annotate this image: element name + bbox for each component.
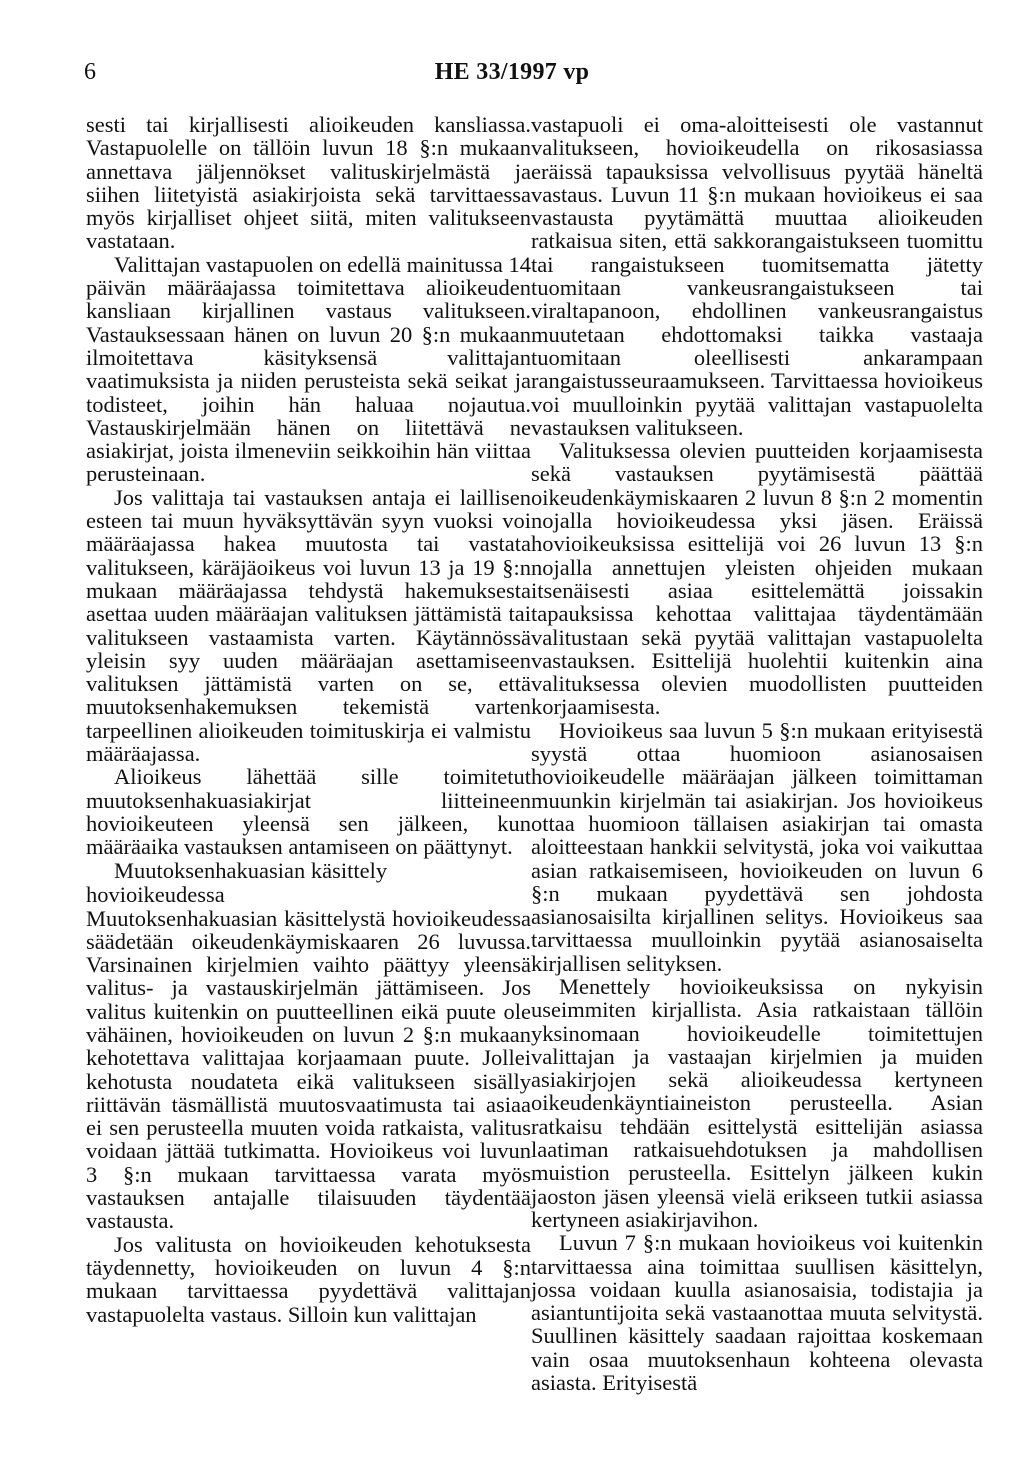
right-column bbox=[531, 113, 983, 1394]
section-heading: Muutoksenhakuasian käsittely hovioikeudessa bbox=[86, 857, 388, 907]
paragraph: Valittajan vastapuolen on edellä mainitussa 14 päivän määräajassa toimitettava alioikeuden kansliaan kirjallinen vastaus valitukseen. Vastauksessaan hänen on luvun 20 §:n mukaan ilmoitettava käsityksensä valittajan vaatimuksista ja niiden perusteista sekä seikat ja todisteet, joihin hän haluaa nojautua. Vastauskirjelmään hänen on liitettävä ne asiakirjat, joista ilmeneviin seikkoihin hän viittaa perusteinaan. bbox=[86, 251, 531, 487]
paragraph: Valituksessa olevien puutteiden korjaamisesta sekä vastauksen pyytämisestä päättää oikeudenkäymiskaaren 2 luvun 8 §:n 2 momentin nojalla hovioikeudessa yksi jäsen. Eräissä hovioikeuksissa esittelijä voi 26 luvun 13 §:n nojalla annettujen yleisten ohjeiden mukaan itsenäisesti asiaa esittelemättä joissakin tapauksissa kehottaa valittajaa täydentämään valitustaan sekä pyytää valittajan vastapuolelta vastauksen. Esittelijä huolehtii kuitenkin aina valituksessa olevien muodollisten puutteiden korjaamisesta. bbox=[531, 438, 983, 720]
paragraph: Menettely hovioikeuksissa on nykyisin useimmiten kirjallista. Asia ratkaistaan tällöin yksinomaan hovioikeudelle toimitettujen valittajan ja vastaajan kirjelmien ja muiden asiakirjojen sekä alioikeudessa kertyneen oikeudenkäyntiaineiston perusteella. Asian ratkaisu tehdään esittelystä esittelijän asiassa laatiman ratkaisuehdotuksen ja mahdollisen muistion perusteella. Esittelyn jälkeen kukin jaoston jäsen yleensä vielä erikseen tutkii asiassa kertyneen asiakirjavihon. bbox=[531, 973, 983, 1232]
paragraph: Hovioikeus saa luvun 5 §:n mukaan erityisestä syystä ottaa huomioon asianosaisen hovioikeudelle määräajan jälkeen toimittaman muunkin kirjelmän tai asiakirjan. Jos hovioikeus ottaa huomioon tällaisen asiakirjan tai omasta aloitteestaan hankkii selvitystä, joka voi vaikuttaa asian ratkaisemiseen, hovioikeuden on luvun 6 §:n mukaan pyydettävä sen johdosta asianosaisilta kirjallinen selitys. Hovioikeus saa tarvittaessa muulloinkin pyytää asianosaiselta kirjallisen selityksen. bbox=[531, 717, 983, 976]
paragraph: Jos valittaja tai vastauksen antaja ei laillisen esteen tai muun hyväksyttävän syyn vuoksi voi määräajassa hakea muutosta tai vastata valitukseen, käräjäoikeus voi luvun 13 ja 19 §:n mukaan määräajassa tehdystä hakemuksesta asettaa uuden määräajan valituksen jättämistä tai valitukseen vastaamista varten. Käytännössä yleisin syy uuden määräajan asettamiseen valituksen jättämistä varten on se, että muutoksenhakemuksen tekemistä varten tarpeellinen alioikeuden toimituskirja ei valmistu määräajassa. bbox=[86, 484, 531, 767]
running-head: HE 33/1997 vp bbox=[434, 59, 590, 85]
paragraph: sesti tai kirjallisesti alioikeuden kansliassa. Vastapuolelle on tällöin luvun 18 §:n mukaan annettava jäljennökset valituskirjelmästä ja siihen liitetyistä asiakirjoista sekä tarvittaessa myös kirjalliset ohjeet siitä, miten valitukseen vastataan. bbox=[86, 112, 531, 254]
paragraph: Muutoksenhakuasian käsittelystä hovioikeudessa säädetään oikeudenkäymiskaaren 26 luvussa. Varsinainen kirjelmien vaihto päättyy yleensä valitus- ja vastauskirjelmän jättämiseen. Jos valitus kuitenkin on puutteellinen eikä puute ole vähäinen, hovioikeuden on luvun 2 §:n mukaan kehotettava valittajaa korjaamaan puute. Jollei kehotusta noudateta eikä valitukseen sisälly riittävän täsmällistä muutosvaatimusta tai asiaa ei sen perusteella muuten voida ratkaista, valitus voidaan jättää tutkimatta. Hovioikeus voi luvun 3 §:n mukaan tarvittaessa varata myös vastauksen antajalle tilaisuuden täydentää vastausta. bbox=[86, 905, 531, 1234]
paragraph: Jos valitusta on hovioikeuden kehotuksesta täydennetty, hovioikeuden on luvun 4 §:n mukaan tarvittaessa pyydettävä valittajan vastapuolelta vastaus. Silloin kun valittajan bbox=[86, 1231, 531, 1327]
left-column bbox=[86, 113, 531, 1326]
page-number: 6 bbox=[84, 59, 96, 85]
paragraph: Alioikeus lähettää sille toimitetut muutoksenhakuasiakirjat liitteineen hovioikeuteen yleensä sen jälkeen, kun määräaika vastauksen antamiseen on päättynyt. bbox=[86, 764, 531, 860]
paragraph: vastapuoli ei oma-aloitteisesti ole vastannut valitukseen, hovioikeudella on rikosasiassa eräissä tapauksissa velvollisuus pyytää häneltä vastaus. Luvun 11 §:n mukaan hovioikeus ei saa vastausta pyytämättä muuttaa alioikeuden ratkaisua siten, että sakkorangaistukseen tuomittu tai rangaistukseen tuomitsematta jätetty tuomitaan vankeusrangaistukseen tai viraltapanoon, ehdollinen vankeusrangaistus muutetaan ehdottomaksi taikka vastaaja tuomitaan oleellisesti ankarampaan rangaistusseuraamukseen. Tarvittaessa hovioikeus voi muulloinkin pyytää valittajan vastapuolelta vastauksen valitukseen. bbox=[531, 112, 983, 440]
paragraph: Luvun 7 §:n mukaan hovioikeus voi kuitenkin tarvittaessa aina toimittaa suullisen käsittelyn, jossa voidaan kuulla asianosaisia, todistajia ja asiantuntijoita sekä vastaanottaa muuta selvitystä. Suullinen käsittely saadaan rajoittaa koskemaan vain osaa muutoksenhaun kohteena olevasta asiasta. Erityisestä bbox=[531, 1230, 983, 1396]
